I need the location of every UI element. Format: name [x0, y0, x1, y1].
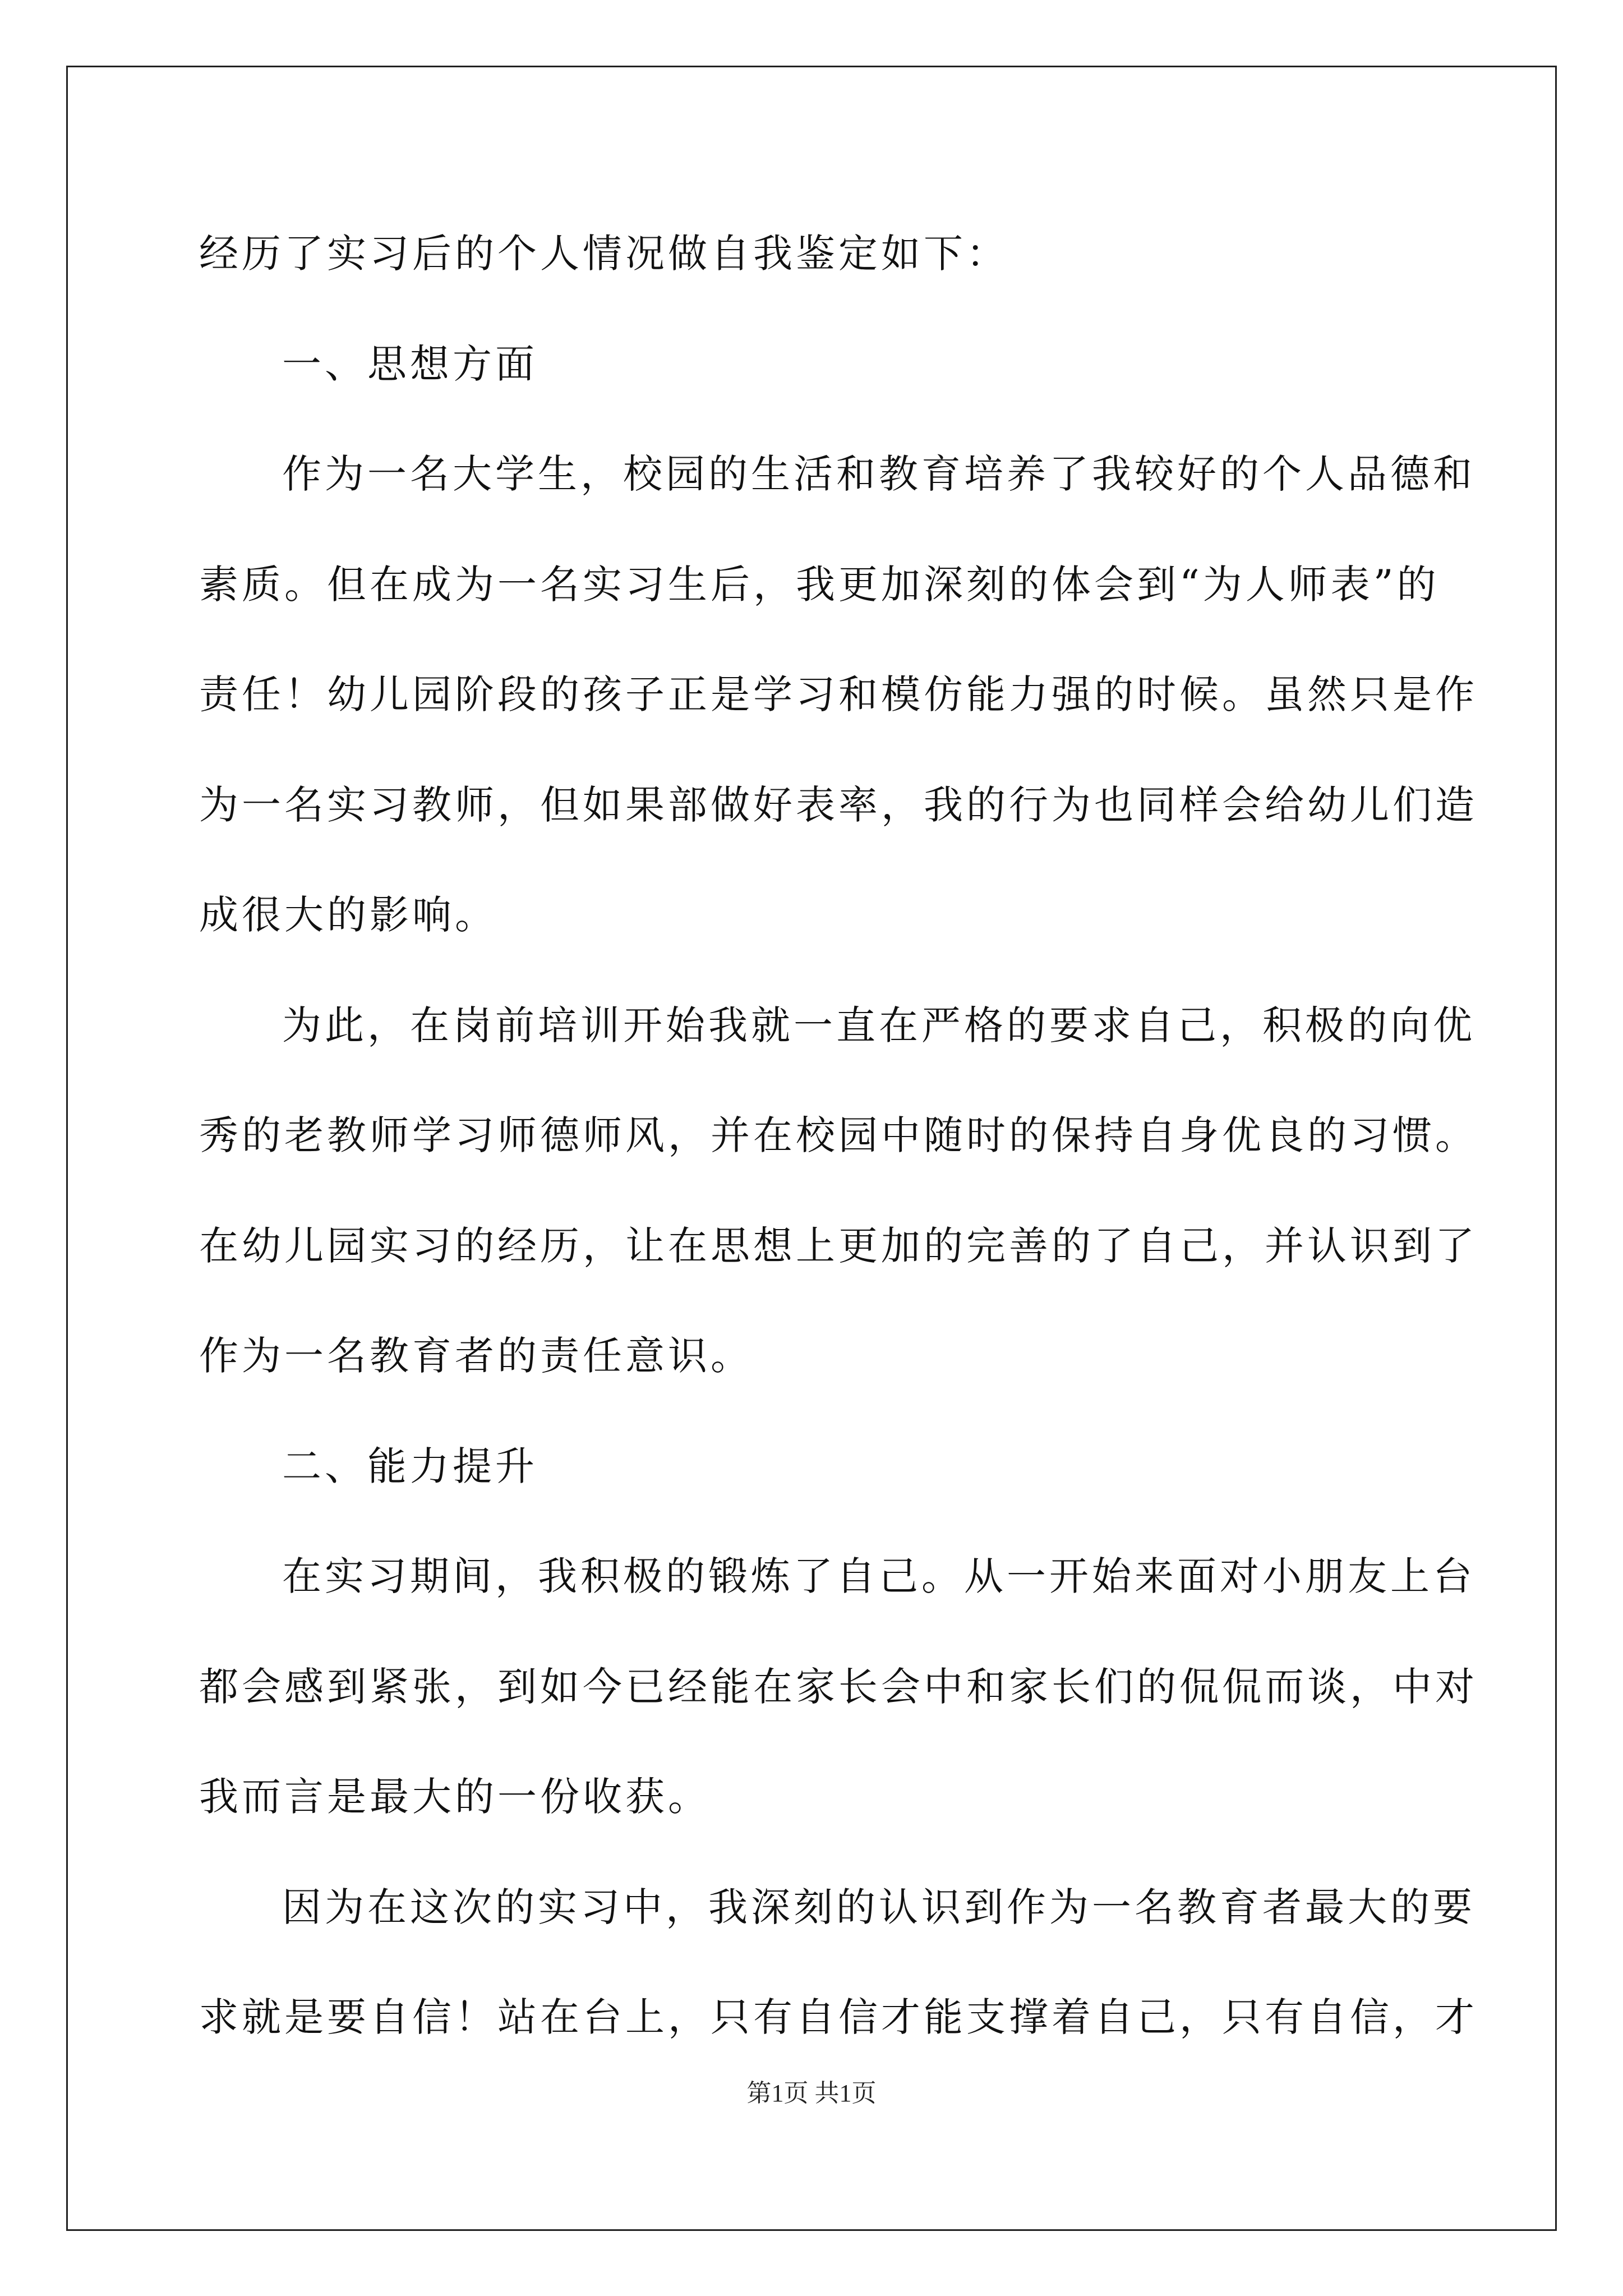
paragraph-line: 都会感到紧张，到如今已经能在家长会中和家长们的侃侃而谈，中对	[199, 1663, 1478, 1710]
paragraph-line: 成很大的影响。	[199, 892, 497, 938]
page-footer: 第1页 共1页	[746, 2079, 877, 2107]
paragraph-line: 作为一名教育者的责任意识。	[199, 1333, 753, 1379]
paragraph-line: 为此，在岗前培训开始我就一直在严格的要求自己，积极的向优	[282, 1002, 1476, 1048]
paragraph-line: 求就是要自信！站在台上，只有自信才能支撑着自己，只有自信，才	[199, 1994, 1478, 2040]
paragraph-line: 因为在这次的实习中，我深刻的认识到作为一名教育者最大的要	[282, 1884, 1476, 1930]
paragraph-line: 作为一名大学生，校园的生活和教育培养了我较好的个人品德和	[282, 451, 1476, 497]
paragraph-line: 经历了实习后的个人情况做自我鉴定如下：	[199, 231, 1009, 277]
paragraph-line: 在幼儿园实习的经历，让在思想上更加的完善的了自己，并认识到了	[199, 1222, 1478, 1269]
document-body	[199, 220, 1478, 2094]
paragraph-line: 为一名实习教师，但如果部做好表率，我的行为也同样会给幼儿们造	[199, 781, 1478, 828]
section-heading: 一、思想方面	[282, 341, 538, 387]
paragraph-line: 秀的老教师学习师德师风，并在校园中随时的保持自身优良的习惯。	[199, 1112, 1478, 1158]
paragraph-line: 素质。但在成为一名实习生后，我更加深刻的体会到“为人师表”的	[199, 561, 1440, 608]
section-heading: 二、能力提升	[282, 1443, 538, 1489]
paragraph-line: 在实习期间，我积极的锻炼了自己。从一开始来面对小朋友上台	[282, 1553, 1476, 1599]
paragraph-line: 我而言是最大的一份收获。	[199, 1774, 711, 1820]
paragraph-line: 责任！幼儿园阶段的孩子正是学习和模仿能力强的时候。虽然只是作	[199, 671, 1478, 717]
